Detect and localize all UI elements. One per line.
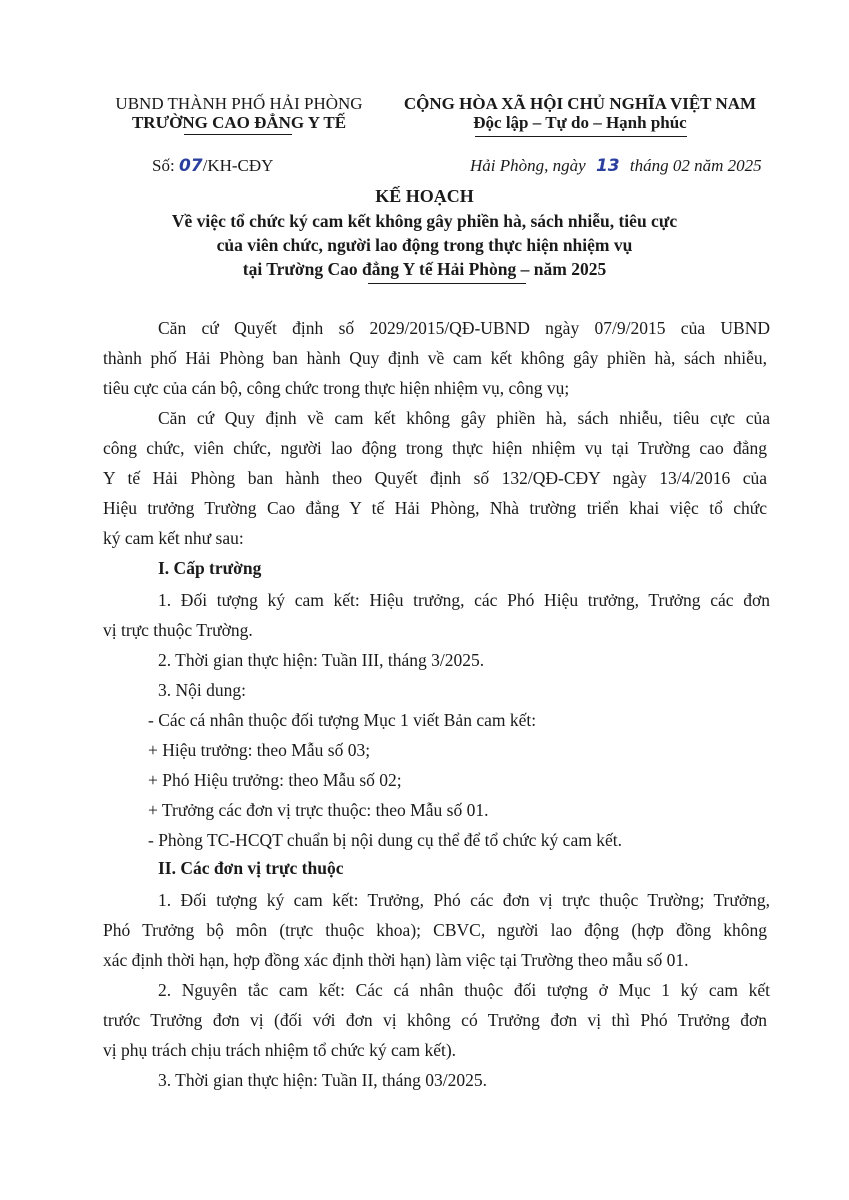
paragraph-line: ký cam kết như sau: — [103, 528, 244, 548]
handwritten-number: 07 — [178, 156, 203, 176]
handwritten-day: 13 — [595, 156, 620, 176]
paragraph-line: xác định thời hạn, hợp đồng xác định thời hạn) làm việc tại Trường theo mẫu số 01. — [103, 950, 689, 970]
paragraph-line: Căn cứ Quy định về cam kết không gây phiền hà, sách nhiễu, tiêu cực của — [158, 408, 770, 428]
number-prefix: Số: — [152, 156, 175, 175]
section-heading-1: I. Cấp trường — [158, 558, 262, 578]
school-name: TRƯỜNG CAO ĐẲNG Y TẾ — [131, 113, 347, 132]
list-item: + Phó Hiệu trưởng: theo Mẫu số 02; — [148, 770, 402, 790]
document-number — [152, 156, 273, 176]
paragraph-line: 2. Thời gian thực hiện: Tuần III, tháng 3/2025. — [158, 650, 485, 670]
paragraph-line: công chức, viên chức, người lao động trong thực hiện nhiệm vụ tại Trường cao đẳng — [103, 438, 767, 458]
paragraph-line: Phó Trưởng bộ môn (trực thuộc khoa); CBVC, người lao động (hợp đồng không — [103, 920, 767, 940]
title-subject-line-2: của viên chức, người lao động trong thực hiện nhiệm vụ — [216, 235, 633, 255]
paragraph-line: trước Trưởng đơn vị (đối với đơn vị không có Trưởng đơn vị thì Phó Trưởng đơn — [103, 1010, 767, 1030]
document-title: KẾ HOẠCH — [375, 186, 474, 206]
paragraph-line: thành phố Hải Phòng ban hành Quy định về cam kết không gây phiền hà, sách nhiễu, — [103, 348, 767, 368]
agency-name: UBND THÀNH PHỐ HẢI PHÒNG — [115, 94, 363, 113]
title-subject-line-3: tại Trường Cao đẳng Y tế Hải Phòng – năm 2025 — [242, 259, 607, 279]
list-item: + Hiệu trưởng: theo Mẫu số 03; — [148, 740, 371, 760]
title-subject-line-1: Về việc tổ chức ký cam kết không gây phiền hà, sách nhiễu, tiêu cực — [171, 211, 678, 231]
national-slogan: Độc lập – Tự do – Hạnh phúc — [473, 113, 687, 132]
paragraph-line: Hiệu trưởng Trường Cao đẳng Y tế Hải Phòng, Nhà trường triển khai việc tổ chức — [103, 498, 767, 518]
national-motto: CỘNG HÒA XÃ HỘI CHỦ NGHĨA VIỆT NAM — [403, 94, 757, 113]
date-prefix: Hải Phòng, ngày — [470, 156, 586, 175]
section-heading-2: II. Các đơn vị trực thuộc — [158, 858, 344, 878]
paragraph-line: 1. Đối tượng ký cam kết: Trưởng, Phó các đơn vị trực thuộc Trường; Trưởng, — [158, 890, 770, 910]
date-suffix: tháng 02 năm 2025 — [629, 156, 762, 175]
list-item: + Trưởng các đơn vị trực thuộc: theo Mẫu số 01. — [148, 800, 489, 820]
paragraph-line: Y tế Hải Phòng ban hành theo Quyết định số 132/QĐ-CĐY ngày 13/4/2016 của — [103, 468, 767, 488]
paragraph-line: tiêu cực của cán bộ, công chức trong thực hiện nhiệm vụ, công vụ; — [103, 378, 570, 398]
paragraph-line: 2. Nguyên tắc cam kết: Các cá nhân thuộc đối tượng ở Mục 1 ký cam kết — [158, 980, 770, 1000]
number-suffix: /KH-CĐY — [202, 156, 274, 175]
paragraph-line: 3. Nội dung: — [158, 680, 246, 700]
title-underline — [368, 283, 526, 284]
paragraph-line: Căn cứ Quyết định số 2029/2015/QĐ-UBND ngày 07/9/2015 của UBND — [158, 318, 770, 338]
paragraph-line: vị trực thuộc Trường. — [103, 620, 253, 640]
list-item: - Các cá nhân thuộc đối tượng Mục 1 viết Bản cam kết: — [148, 710, 537, 730]
list-item: - Phòng TC-HCQT chuẩn bị nội dung cụ thể để tổ chức ký cam kết. — [148, 830, 622, 850]
paragraph-line: 3. Thời gian thực hiện: Tuần II, tháng 03/2025. — [158, 1070, 488, 1090]
paragraph-line: vị phụ trách chịu trách nhiệm tổ chức ký cam kết). — [103, 1040, 457, 1060]
school-name-underline — [184, 134, 292, 135]
slogan-underline — [475, 136, 687, 137]
issue-date — [470, 156, 762, 176]
paragraph-line: 1. Đối tượng ký cam kết: Hiệu trưởng, các Phó Hiệu trưởng, Trưởng các đơn — [158, 590, 770, 610]
